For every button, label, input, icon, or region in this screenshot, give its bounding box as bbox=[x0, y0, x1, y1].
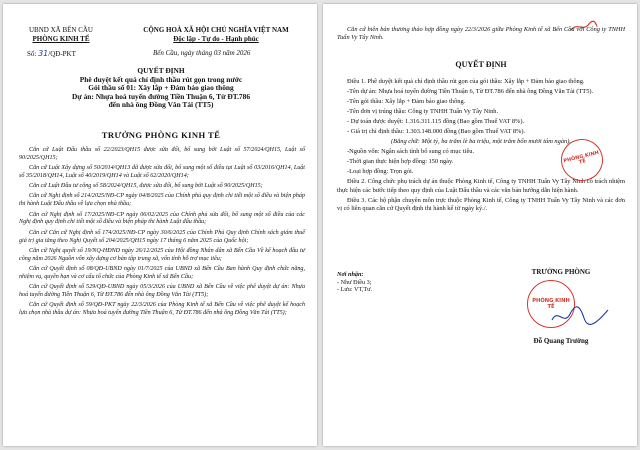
article-line: -Tên gói thầu: Xây lắp + Đảm bảo giao thông. bbox=[347, 98, 466, 105]
country-name: CỘNG HOÀ XÃ HỘI CHỦ NGHĨA VIỆT NAM bbox=[143, 26, 289, 34]
legal-basis: Căn cứ Luật Xây dựng số 50/2014/QH13 đã được sửa đổi, bổ sung một số điều tại Luật số 03/2016/QH14, Luật số 35/2018/QH14, Luật số 40/2019/QH14 và Luật số 62/2020/QH14; bbox=[19, 165, 305, 180]
stamp-text: PHÒNG KINH TẾ bbox=[562, 149, 600, 166]
handwritten-number: 31 bbox=[38, 49, 49, 58]
number-prefix: Số: bbox=[27, 50, 37, 58]
legal-basis: Căn cứ Quyết định số 59/QĐ-PKT ngày 22/3/2026 của Phòng Kinh tế xã Bến Cầu về việc phê duyệt kế hoạch lựa chọn nhà thầu dự án: Nhựa hoá tuyến đường Tiền Thuận 6, Từ ĐT.786 đến nhà ông Đồng Văn Tài (TT5); bbox=[19, 302, 305, 316]
article-line: - Dự toán được duyệt: 1.316.311.115 đồng (Bao gồm Thuế VAT 8%). bbox=[347, 118, 525, 125]
agency-name: UBND XÃ BẾN CẦU bbox=[29, 26, 93, 34]
recipient-item: - Lưu: VT,Tư. bbox=[337, 286, 373, 294]
article-line: -Tên đơn vị trúng thầu: Công ty TNHH Tuấn Vy Tây Ninh. bbox=[347, 108, 499, 115]
legal-basis: Căn cứ Luật Đầu tư công số 58/2024/QH15, được sửa đổi, bổ sung bởi Luật số 90/2025/QH15; bbox=[29, 183, 263, 190]
national-motto: Độc lập - Tự do - Hạnh phúc bbox=[173, 35, 259, 43]
title-line: Phê duyệt kết quả chỉ định thầu rút gọn trong nước bbox=[79, 74, 243, 84]
number-suffix: /QĐ-PKT bbox=[48, 50, 76, 58]
title-line: Gói thầu số 01: Xây lắp + Đảm bảo giao thông bbox=[88, 83, 234, 93]
stamp-text: PHÒNG KINH TẾ bbox=[532, 298, 570, 310]
department-name: PHÒNG KINH TẾ bbox=[32, 35, 90, 43]
article-line: -Nguồn vốn: Ngân sách tỉnh bổ sung có mục tiêu. bbox=[347, 148, 475, 155]
amount-in-words: (Bằng chữ: Một tỷ, ba trăm lẻ ba triệu, một trăm bốn mươi tám ngàn). bbox=[391, 138, 571, 145]
article-line: Điều 1. Phê duyệt kết quả chỉ định thầu rút gọn của gói thầu: Xây lắp + Đảm bảo giao thông. bbox=[347, 78, 585, 85]
title-line: QUYẾT ĐỊNH bbox=[137, 66, 185, 75]
title-line: đến nhà ông Đồng Văn Tài (TT5) bbox=[108, 100, 214, 110]
national-header bbox=[121, 26, 311, 44]
document-page-1 bbox=[3, 4, 317, 446]
legal-basis: Căn cứ biên bản thương thảo hợp đồng ngày 22/3/2026 giữa Phòng Kinh tế xã Bến Cầu với Công ty TNHH Tuấn Vy Tây Ninh. bbox=[337, 26, 625, 41]
legal-bases bbox=[19, 147, 305, 320]
recipient-item: - Như Điều 3; bbox=[337, 278, 372, 286]
issuing-agency bbox=[21, 26, 101, 44]
decide-heading: QUYẾT ĐỊNH bbox=[455, 60, 507, 69]
legal-basis: Căn cứ Quyết định số 08/QĐ-UBND ngày 01/7/2025 của UBND xã Bến Cầu Ban hành Quy định chức năng, nhiệm vụ, quyền hạn và cơ cấu tổ chức của Phòng Kinh tế xã Bến Cầu; bbox=[19, 265, 305, 280]
legal-basis: Căn cứ Nghị định số 17/2025/NĐ-CP ngày 06/02/2025 của Chính phủ sửa đổi, bổ sung một số điều của các Nghị định quy định chi tiết một số điều và biện pháp thi hành Luật đấu thầu; bbox=[19, 211, 305, 226]
place-date: Bến Cầu, ngày tháng 03 năm 2026 bbox=[153, 49, 251, 57]
legal-basis: Căn cứ Luật Đấu thầu số 22/2023/QH15 được sửa đổi, bổ sung bởi Luật số 57/2024/QH15, Luật số 90/2025/QH15; bbox=[19, 147, 305, 161]
signer-title: TRƯỞNG PHÒNG bbox=[531, 268, 591, 276]
article-line: Điều 2. Công chức phụ trách dự án thuộc Phòng Kinh tế, Công ty TNHH Tuấn Vy Tây Ninh có trách nhiệm thực hiện các bước tiếp theo quy định của Luật Đấu thầu và các văn bản hướng dẫn hiện hành. bbox=[337, 178, 625, 194]
recipients-label: Nơi nhận: bbox=[337, 271, 364, 278]
article-line: -Thời gian thực hiện hợp đồng: 150 ngày. bbox=[347, 158, 454, 165]
article-line: -Loại hợp đồng: Trọn gói. bbox=[347, 168, 414, 175]
document-page-2 bbox=[323, 4, 637, 446]
article-line: Điều 3. Các bộ phận chuyên môn trực thuộc Phòng Kinh tế, Công ty TNHH Tuấn Vy Tây Ninh và các đơn vị có liên quan căn cứ Quyết định thi hành kể từ ngày ký./. bbox=[337, 196, 625, 212]
recipients bbox=[337, 271, 372, 294]
legal-basis: Căn cứ Căn cứ Nghị định số 174/2025/NĐ-CP ngày 30/6/2025 của Chính Phủ Quy định Chính sách giảm thuế giá trị gia tăng theo Nghị Quyết số 204/2025/QH15 ngày 17 tháng 6 năm 2025 của Quốc hội; bbox=[19, 229, 305, 244]
article-line: - Giá trị chỉ định thầu: 1.303.148.000 đồng (Bao gồm Thuế VAT 8%). bbox=[347, 128, 526, 135]
legal-basis: Căn cứ Nghị quyết số 19/NQ-HĐND ngày 26/12/2025 của Hội đồng Nhân dân xã Bến Cầu Về kế hoạch đầu tư công năm 2026 Nguồn vốn xây dựng cơ bản tập trung xã, vốn tỉnh hỗ trợ mục tiêu; bbox=[19, 247, 305, 262]
legal-basis: Căn cứ Quyết định số 529/QĐ-UBND ngày 05/3/2026 của UBND xã Bến Cầu về việc phê duyệt dự án: Nhựa hoá tuyến đường Tiền Thuận 6, Từ ĐT.786 đến nhà ông Đồng Văn Tài (TT5); bbox=[19, 283, 305, 298]
authority-heading: TRƯỞNG PHÒNG KINH TẾ bbox=[101, 130, 221, 140]
legal-basis: Căn cứ Nghị định số 214/2025/NĐ-CP ngày 04/8/2025 của Chính phủ quy định chi tiết một số điều và biện pháp thi hành Luật Đấu thầu về lựa chọn nhà thầu; bbox=[19, 193, 305, 208]
legal-basis-continued bbox=[337, 26, 625, 42]
article-line: -Tên dự án: Nhựa hoá tuyến đường Tiền Thuận 6, Từ ĐT.786 đến nhà ông Đồng Văn Tài (TT5). bbox=[347, 88, 594, 95]
decision-title bbox=[15, 67, 307, 110]
title-line: Dự án: Nhựa hoá tuyến đường Tiền Thuận 6, Từ ĐT.786 bbox=[71, 91, 251, 101]
signature bbox=[548, 304, 612, 328]
document-number bbox=[27, 49, 76, 58]
signer-name: Đỗ Quang Trường bbox=[533, 337, 589, 345]
